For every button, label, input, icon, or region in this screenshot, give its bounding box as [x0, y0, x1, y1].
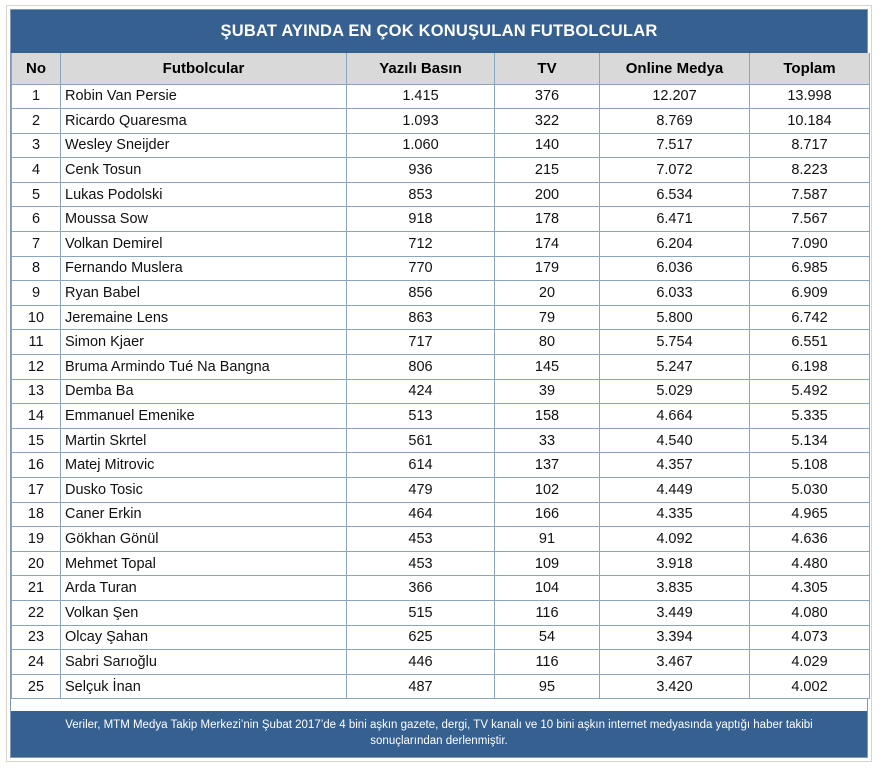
cell-toplam: 8.223: [750, 158, 870, 183]
cell-no: 17: [12, 478, 61, 503]
cell-yazili-basin: 918: [347, 207, 495, 232]
table-row[interactable]: [12, 404, 870, 429]
table-row[interactable]: [12, 674, 870, 699]
cell-name: Arda Turan: [61, 576, 347, 601]
cell-toplam: 4.080: [750, 600, 870, 625]
cell-tv: 109: [495, 551, 600, 576]
cell-online-medya: 3.449: [600, 600, 750, 625]
cell-tv: 39: [495, 379, 600, 404]
cell-no: 22: [12, 600, 61, 625]
cell-name: Ryan Babel: [61, 281, 347, 306]
cell-tv: 54: [495, 625, 600, 650]
table-row[interactable]: [12, 502, 870, 527]
table-row[interactable]: [12, 207, 870, 232]
cell-yazili-basin: 513: [347, 404, 495, 429]
cell-online-medya: 3.918: [600, 551, 750, 576]
cell-tv: 174: [495, 232, 600, 257]
cell-online-medya: 4.540: [600, 428, 750, 453]
table-row[interactable]: [12, 428, 870, 453]
cell-online-medya: 4.357: [600, 453, 750, 478]
cell-toplam: 5.108: [750, 453, 870, 478]
cell-no: 4: [12, 158, 61, 183]
cell-tv: 179: [495, 256, 600, 281]
cell-no: 1: [12, 84, 61, 109]
table-row[interactable]: [12, 650, 870, 675]
table-row[interactable]: [12, 478, 870, 503]
cell-toplam: 6.909: [750, 281, 870, 306]
cell-tv: 104: [495, 576, 600, 601]
cell-yazili-basin: 1.060: [347, 133, 495, 158]
table-row[interactable]: [12, 182, 870, 207]
cell-tv: 33: [495, 428, 600, 453]
cell-tv: 178: [495, 207, 600, 232]
cell-toplam: 4.636: [750, 527, 870, 552]
table-header-row: [12, 53, 870, 84]
table-row[interactable]: [12, 551, 870, 576]
cell-tv: 116: [495, 650, 600, 675]
cell-name: Wesley Sneijder: [61, 133, 347, 158]
table-row[interactable]: [12, 600, 870, 625]
footballers-table: [11, 53, 870, 699]
cell-no: 9: [12, 281, 61, 306]
cell-toplam: 7.587: [750, 182, 870, 207]
table-row[interactable]: [12, 256, 870, 281]
table-row[interactable]: [12, 625, 870, 650]
cell-toplam: 7.567: [750, 207, 870, 232]
cell-online-medya: 5.754: [600, 330, 750, 355]
cell-yazili-basin: 936: [347, 158, 495, 183]
cell-online-medya: 8.769: [600, 109, 750, 134]
cell-no: 16: [12, 453, 61, 478]
cell-yazili-basin: 614: [347, 453, 495, 478]
table-row[interactable]: [12, 355, 870, 380]
cell-tv: 376: [495, 84, 600, 109]
cell-yazili-basin: 446: [347, 650, 495, 675]
cell-toplam: 4.965: [750, 502, 870, 527]
cell-no: 12: [12, 355, 61, 380]
cell-tv: 20: [495, 281, 600, 306]
cell-toplam: 4.029: [750, 650, 870, 675]
cell-yazili-basin: 1.093: [347, 109, 495, 134]
cell-no: 24: [12, 650, 61, 675]
cell-online-medya: 3.467: [600, 650, 750, 675]
table-row[interactable]: [12, 576, 870, 601]
cell-name: Volkan Şen: [61, 600, 347, 625]
cell-no: 18: [12, 502, 61, 527]
cell-toplam: 7.090: [750, 232, 870, 257]
column-header-toplam[interactable]: Toplam: [750, 53, 870, 84]
cell-tv: 137: [495, 453, 600, 478]
source-note-text: Veriler, MTM Medya Takip Merkezi’nin Şubat 2017’de 4 bini aşkın gazete, dergi, TV kanalı ve 10 bini aşkın internet medyasında yaptığı haber takibi sonuçlarından derlenmiştir.: [65, 718, 813, 748]
cell-tv: 95: [495, 674, 600, 699]
cell-yazili-basin: 561: [347, 428, 495, 453]
cell-no: 11: [12, 330, 61, 355]
cell-name: Sabri Sarıoğlu: [61, 650, 347, 675]
cell-toplam: 13.998: [750, 84, 870, 109]
cell-no: 20: [12, 551, 61, 576]
table-container: [10, 9, 868, 758]
cell-name: Simon Kjaer: [61, 330, 347, 355]
cell-online-medya: 4.664: [600, 404, 750, 429]
cell-tv: 116: [495, 600, 600, 625]
table-title-banner: [11, 10, 867, 53]
cell-tv: 200: [495, 182, 600, 207]
table-row[interactable]: [12, 158, 870, 183]
cell-toplam: 6.198: [750, 355, 870, 380]
cell-name: Lukas Podolski: [61, 182, 347, 207]
cell-yazili-basin: 453: [347, 527, 495, 552]
cell-name: Emmanuel Emenike: [61, 404, 347, 429]
table-row[interactable]: [12, 232, 870, 257]
cell-tv: 102: [495, 478, 600, 503]
table-row[interactable]: [12, 109, 870, 134]
column-header-tv[interactable]: TV: [495, 53, 600, 84]
cell-name: Dusko Tosic: [61, 478, 347, 503]
cell-online-medya: 5.800: [600, 305, 750, 330]
cell-online-medya: 6.204: [600, 232, 750, 257]
cell-no: 15: [12, 428, 61, 453]
cell-yazili-basin: 487: [347, 674, 495, 699]
cell-no: 3: [12, 133, 61, 158]
cell-yazili-basin: 717: [347, 330, 495, 355]
cell-yazili-basin: 424: [347, 379, 495, 404]
column-header-yazili[interactable]: Yazılı Basın: [347, 53, 495, 84]
cell-yazili-basin: 712: [347, 232, 495, 257]
cell-name: Volkan Demirel: [61, 232, 347, 257]
cell-toplam: 6.551: [750, 330, 870, 355]
table-header: [12, 53, 870, 84]
cell-yazili-basin: 479: [347, 478, 495, 503]
cell-name: Cenk Tosun: [61, 158, 347, 183]
cell-online-medya: 7.517: [600, 133, 750, 158]
cell-yazili-basin: 770: [347, 256, 495, 281]
cell-toplam: 6.742: [750, 305, 870, 330]
cell-yazili-basin: 515: [347, 600, 495, 625]
cell-name: Fernando Muslera: [61, 256, 347, 281]
cell-no: 5: [12, 182, 61, 207]
cell-tv: 166: [495, 502, 600, 527]
cell-yazili-basin: 853: [347, 182, 495, 207]
cell-no: 23: [12, 625, 61, 650]
page-title: ŞUBAT AYINDA EN ÇOK KONUŞULAN FUTBOLCULAR: [220, 22, 658, 40]
cell-online-medya: 4.092: [600, 527, 750, 552]
cell-toplam: 4.305: [750, 576, 870, 601]
cell-online-medya: 5.029: [600, 379, 750, 404]
cell-tv: 80: [495, 330, 600, 355]
cell-yazili-basin: 856: [347, 281, 495, 306]
cell-name: Bruma Armindo Tué Na Bangna: [61, 355, 347, 380]
cell-name: Robin Van Persie: [61, 84, 347, 109]
cell-online-medya: 12.207: [600, 84, 750, 109]
cell-toplam: 4.073: [750, 625, 870, 650]
column-header-online[interactable]: Online Medya: [600, 53, 750, 84]
cell-toplam: 5.030: [750, 478, 870, 503]
cell-tv: 145: [495, 355, 600, 380]
cell-name: Caner Erkin: [61, 502, 347, 527]
cell-name: Demba Ba: [61, 379, 347, 404]
cell-online-medya: 6.471: [600, 207, 750, 232]
cell-name: Olcay Şahan: [61, 625, 347, 650]
cell-online-medya: 3.420: [600, 674, 750, 699]
cell-toplam: 4.480: [750, 551, 870, 576]
cell-no: 7: [12, 232, 61, 257]
cell-no: 25: [12, 674, 61, 699]
cell-yazili-basin: 453: [347, 551, 495, 576]
cell-name: Mehmet Topal: [61, 551, 347, 576]
cell-name: Gökhan Gönül: [61, 527, 347, 552]
cell-toplam: 8.717: [750, 133, 870, 158]
table-row[interactable]: [12, 330, 870, 355]
source-note-banner: [11, 711, 867, 757]
cell-online-medya: 6.036: [600, 256, 750, 281]
table-row[interactable]: [12, 133, 870, 158]
cell-name: Moussa Sow: [61, 207, 347, 232]
cell-online-medya: 3.394: [600, 625, 750, 650]
table-row[interactable]: [12, 527, 870, 552]
cell-name: Martin Skrtel: [61, 428, 347, 453]
cell-no: 8: [12, 256, 61, 281]
cell-tv: 140: [495, 133, 600, 158]
cell-online-medya: 3.835: [600, 576, 750, 601]
cell-yazili-basin: 464: [347, 502, 495, 527]
cell-toplam: 5.492: [750, 379, 870, 404]
cell-yazili-basin: 625: [347, 625, 495, 650]
table-row[interactable]: [12, 281, 870, 306]
table-row[interactable]: [12, 305, 870, 330]
cell-no: 19: [12, 527, 61, 552]
cell-no: 6: [12, 207, 61, 232]
cell-no: 21: [12, 576, 61, 601]
table-row[interactable]: [12, 379, 870, 404]
cell-toplam: 4.002: [750, 674, 870, 699]
cell-online-medya: 7.072: [600, 158, 750, 183]
table-frame: [6, 5, 872, 762]
cell-tv: 158: [495, 404, 600, 429]
table-body: [12, 84, 870, 699]
cell-online-medya: 6.534: [600, 182, 750, 207]
cell-no: 10: [12, 305, 61, 330]
cell-no: 14: [12, 404, 61, 429]
cell-name: Ricardo Quaresma: [61, 109, 347, 134]
column-header-no[interactable]: No: [12, 53, 61, 84]
cell-name: Matej Mitrovic: [61, 453, 347, 478]
cell-yazili-basin: 366: [347, 576, 495, 601]
cell-online-medya: 5.247: [600, 355, 750, 380]
cell-name: Selçuk İnan: [61, 674, 347, 699]
cell-toplam: 5.335: [750, 404, 870, 429]
cell-no: 13: [12, 379, 61, 404]
cell-toplam: 10.184: [750, 109, 870, 134]
cell-toplam: 6.985: [750, 256, 870, 281]
cell-no: 2: [12, 109, 61, 134]
cell-tv: 322: [495, 109, 600, 134]
cell-yazili-basin: 1.415: [347, 84, 495, 109]
cell-tv: 215: [495, 158, 600, 183]
column-header-name[interactable]: Futbolcular: [61, 53, 347, 84]
cell-yazili-basin: 806: [347, 355, 495, 380]
cell-online-medya: 4.335: [600, 502, 750, 527]
cell-online-medya: 4.449: [600, 478, 750, 503]
cell-yazili-basin: 863: [347, 305, 495, 330]
cell-online-medya: 6.033: [600, 281, 750, 306]
table-row[interactable]: [12, 453, 870, 478]
table-scroll-area: [11, 53, 867, 711]
cell-name: Jeremaine Lens: [61, 305, 347, 330]
cell-toplam: 5.134: [750, 428, 870, 453]
cell-tv: 91: [495, 527, 600, 552]
table-row[interactable]: [12, 84, 870, 109]
cell-tv: 79: [495, 305, 600, 330]
